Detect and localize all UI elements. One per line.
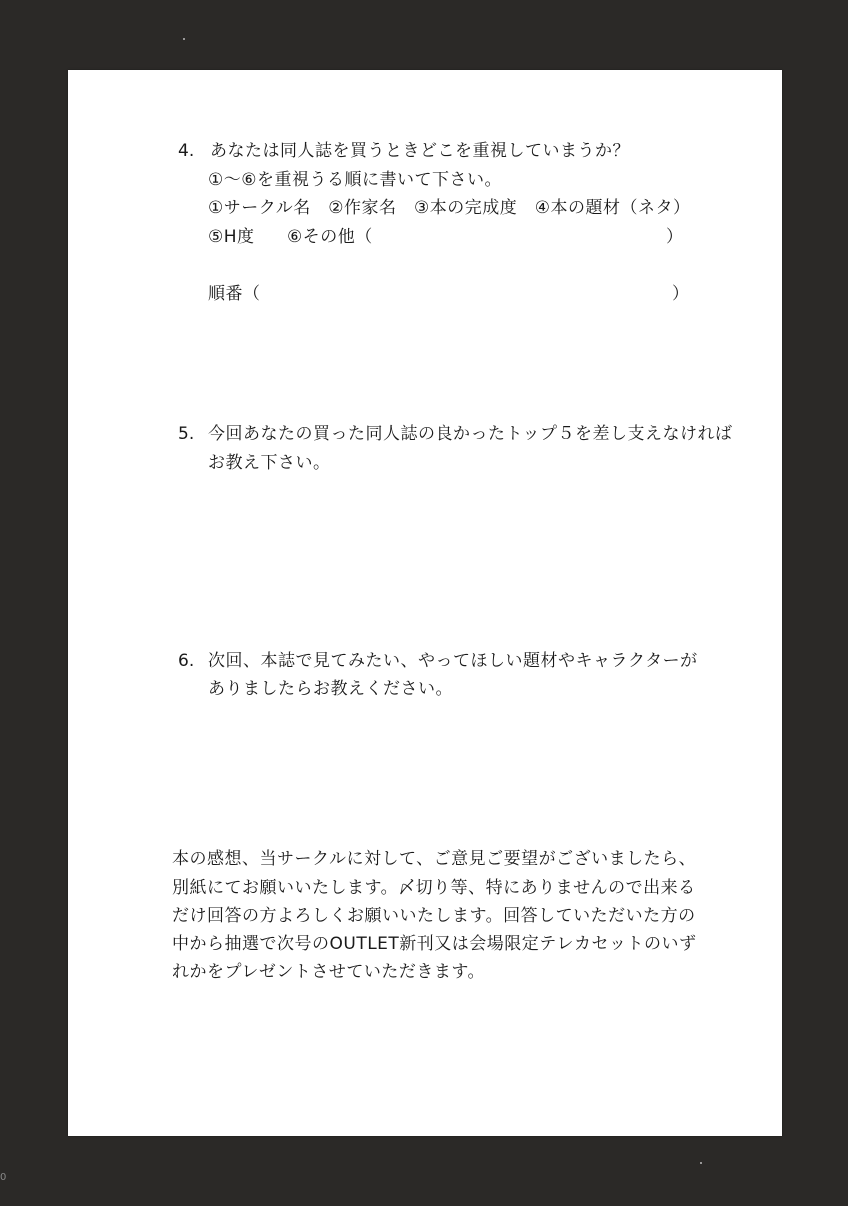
question-6-text-cont: ありましたらお教えください。 [208,679,453,699]
question-4-text: あなたは同人誌を買うときどこを重視していまうか？ [210,141,630,161]
page-number: 0 [0,1172,7,1183]
closing-line-5: れかをプレゼントさせていただきます。 [172,962,485,982]
closing-line-1: 本の感想、当サークルに対して、ご意見ご要望がございましたら、 [172,849,697,869]
question-6-text: 次回、本誌で見てみたい、やってほしい題材やキャラクターが [208,651,698,671]
dust-speck [183,38,185,40]
question-4-order-close: ） [672,284,689,304]
question-4-option-6: ⑥その他（ [287,227,373,247]
closing-line-3: だけ回答の方よろしくお願いいたします。回答していただいた方の [172,906,696,926]
dust-speck [700,1162,702,1164]
question-5-text-cont: お教え下さい。 [208,453,331,473]
question-4-option-6-close: ） [666,227,683,247]
question-4-option-5: ⑤H度 [208,227,255,247]
question-4-order-label: 順番（ [208,284,261,304]
closing-line-2: 別紙にてお願いいたします。〆切り等、特にありませんので出来る [172,878,696,898]
question-5-number: 5. [178,424,195,444]
closing-line-4: 中から抽選で次号のOUTLET新刊又は会場限定テレカセットのいず [172,934,697,954]
question-4-instruction: ①～⑥を重視うる順に書いて下さい。 [208,170,502,190]
question-6-number: 6. [178,651,195,671]
question-4-number: 4. [178,141,195,161]
question-5-text: 今回あなたの買った同人誌の良かったトップ５を差し支えなければ [208,424,733,444]
question-4-options: ①サークル名 ②作家名 ③本の完成度 ④本の題材（ネタ） [208,198,691,218]
